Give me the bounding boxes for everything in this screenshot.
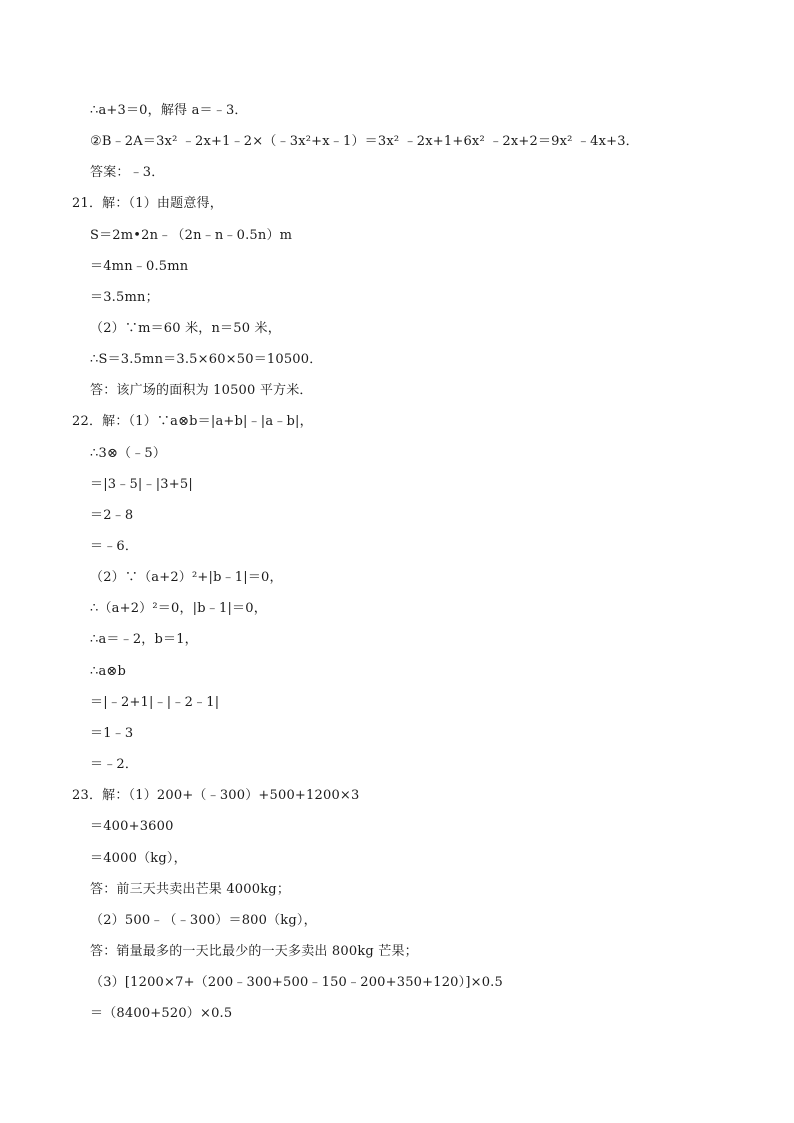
solution-line: ∴a+3＝0，解得 a＝﹣3． [90,103,248,118]
solution-line: ＝400+3600 [90,819,174,834]
solution-line: （3）[1200×7+（200﹣300+500﹣150﹣200+350+120）]×0.5 [90,975,503,990]
solution-line: ＝﹣2． [90,757,139,772]
answer-line: 答案：﹣3． [90,165,165,180]
answer-line: 答：前三天共卖出芒果 4000kg； [90,882,291,897]
solution-line: ＝|﹣2+1|﹣|﹣2﹣1| [90,695,220,710]
solution-line: ∴3⊗（﹣5） [90,446,167,461]
answer-line: 答：销量最多的一天比最少的一天多卖出 800kg 芒果； [90,944,418,959]
solution-line: ＝（8400+520）×0.5 [90,1006,233,1021]
solution-line: ＝1﹣3 [90,726,134,741]
solution-line: （2）∵（a+2）²+|b﹣1|＝0， [90,570,283,585]
problem-22-heading: 22．解：（1）∵a⊗b＝|a+b|﹣|a﹣b|， [72,414,313,429]
solution-line: ＝4000（kg）， [90,851,187,866]
solution-line: ∴a＝﹣2，b＝1， [90,632,198,647]
solution-line: ∴（a+2）²＝0，|b﹣1|＝0， [90,601,267,616]
solution-line: S＝2m•2n﹣（2n﹣n﹣0.5n）m [90,228,293,243]
solution-line: （2）∵m＝60 米，n＝50 米， [90,321,281,336]
solution-line: ＝|3﹣5|﹣|3+5| [90,477,193,492]
solution-line: ＝﹣6． [90,539,139,554]
problem-21-heading: 21．解：（1）由题意得， [72,196,223,211]
solution-line: ∴S＝3.5mn＝3.5×60×50＝10500． [90,352,323,367]
solution-line: ∴a⊗b [90,664,127,679]
solution-line: ＝4mn﹣0.5mn [90,259,189,274]
answer-line: 答：该广场的面积为 10500 平方米． [90,383,313,398]
solution-line: （2）500﹣（﹣300）＝800（kg）， [90,913,317,928]
solution-line: ②B﹣2A＝3x² ﹣2x+1﹣2×（﹣3x²+x﹣1）＝3x² ﹣2x+1+6x² ﹣2x+2＝9x² ﹣4x+3． [90,134,639,149]
solution-line: ＝3.5mn； [90,290,159,305]
solution-line: ＝2﹣8 [90,508,134,523]
problem-23-heading: 23．解：（1）200+（﹣300）+500+1200×3 [72,788,360,803]
